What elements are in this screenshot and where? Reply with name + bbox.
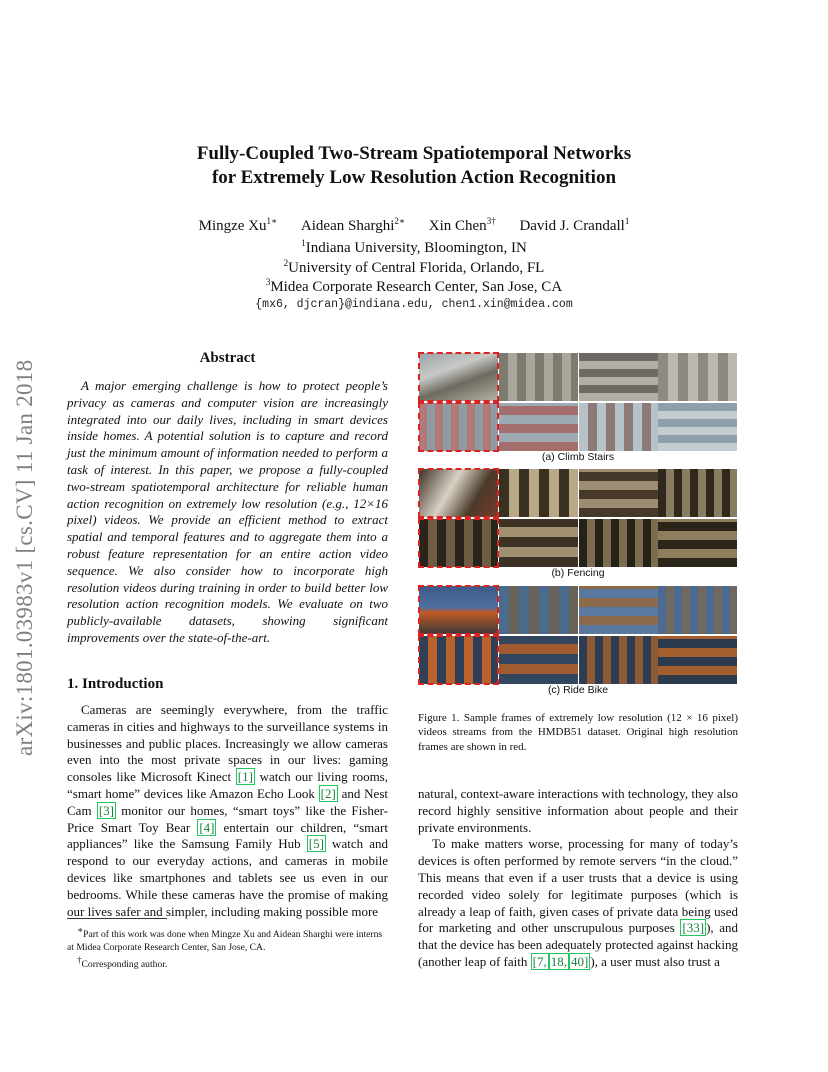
figure-row-ride-bike <box>419 586 737 684</box>
lowres-frame <box>579 519 658 567</box>
abstract-heading: Abstract <box>199 350 256 366</box>
footnotes <box>67 924 388 972</box>
lowres-frame <box>499 586 578 634</box>
figure-caption: Figure 1. Sample frames of extremely low resolution (12 × 16 pixel) videos streams from the HMDB51 dataset. Original high resolution frames are shown in red. <box>418 712 738 753</box>
lowres-frame <box>579 586 658 634</box>
footnote: †Corresponding author. <box>77 955 168 971</box>
arxiv-stamp: arXiv:1801.03983v1 [cs.CV] 11 Jan 2018 <box>12 359 37 756</box>
lowres-frame <box>499 519 578 567</box>
intro-paragraph: Cameras are seemingly everywhere, from the traffic cameras in cities and highways to the surveillance systems in businesses and public places. Increasingly we allow cameras even into the most private spaces in our lives: gaming consoles like Microsoft Kinect [1] watch our living rooms, “smart home” devices like Amazon Echo Look [2] and Nest Cam [3] monitor our homes, “smart toys” like the Fisher-Price Smart Toy Bear [4] entertain our children, “smart appliances” like the Samsung Family Hub [5] watch and respond to our everyday actions, and cameras in mobile devices like smartphones and tablets see us even in our bedrooms. While these cameras have the promise of making our lives safer and simpler, including making possible more <box>67 702 389 919</box>
hires-frame <box>419 469 498 517</box>
lowres-frame <box>658 519 737 567</box>
figure-row-fencing <box>419 469 737 567</box>
author: Aidean Sharghi$^{2∗}$ <box>300 216 406 234</box>
lowres-frame <box>658 353 737 401</box>
author-emails: {mx6, djcran}@indiana.edu, chen1.xin@midea.com <box>255 298 573 311</box>
subfigure-caption: (c) Ride Bike <box>547 684 609 696</box>
lowres-frame <box>419 403 498 451</box>
author: David J. Crandall$^1$ <box>519 216 630 234</box>
subfigure-caption: (b) Fencing <box>551 567 605 579</box>
lowres-frame <box>579 353 658 401</box>
lowres-frame <box>579 469 658 517</box>
lowres-frame <box>419 636 498 684</box>
citation-link[interactable]: [1] <box>237 769 253 785</box>
intro-paragraph-continued: natural, context-aware interactions with technology, they also record highly sensitive information about people and their private environments. To make matters worse, processing for many of today’s devices is often performed by remote servers “in the cloud.” This means that even if a user trusts that a device is using recorded video solely for legitimate purposes (which is already a leap of faith, given cases of private data being used for marketing and other unscrupulous purposes [33] ), and that the device has been adequately protected against hacking (another leap of faith [7, 18, 40] ), a user must also trust a <box>418 786 738 969</box>
abstract-text: A major emerging challenge is how to protect people’s privacy as cameras and computer vision are increasingly integrated into our daily lives, including in smart devices inside homes. A potential solution is to capture and record just the minimum amount of information needed to perform a task of interest. In this paper, we propose a fully-coupled two-stream spatiotemporal architecture for reliable human action recognition on extremely low resolution (e.g., 12×16 pixel) videos. We provide an efficient method to extract spatial and temporal features and to aggregate them into a robust feature representation for an entire action video sequence. We also consider how to incorporate high resolution videos during training in order to build better low resolution action recognition models. We evaluate on two publicly-available datasets, showing significant improvements over the state-of-the-art. <box>67 378 388 645</box>
affiliation: $^1$Indiana University, Bloomington, IN <box>301 238 527 256</box>
lowres-frame <box>499 353 578 401</box>
citation-link[interactable]: [5] <box>308 836 324 852</box>
citation-link[interactable]: [3] <box>98 802 115 818</box>
lowres-frame <box>499 636 578 684</box>
author: Mingze $Xu^{1∗}$ <box>198 216 278 234</box>
footnote: ∗Part of this work was done when Mingze Xu and Aidean Sharghi were interns at Midea Corporate Research Center, San Jose, CA. <box>67 925 383 953</box>
author-list <box>0 216 828 235</box>
citation-link[interactable]: 40] <box>570 953 589 969</box>
footnote-divider <box>67 918 167 919</box>
lowres-frame <box>419 519 498 567</box>
lowres-frame <box>658 586 737 634</box>
lowres-frame <box>658 403 737 451</box>
figure-row-climb-stairs <box>419 353 737 451</box>
lowres-frame <box>499 403 578 451</box>
lowres-frame <box>499 469 578 517</box>
lowres-frame <box>579 636 658 684</box>
affiliation: $^3$Midea Corporate Research Center, San Jose, CA <box>265 277 563 295</box>
lowres-frame <box>658 469 737 517</box>
affiliation: $^2$University of Central Florida, Orlando, FL <box>283 258 545 276</box>
hires-frame <box>419 353 498 401</box>
lowres-frame <box>579 403 658 451</box>
citation-link[interactable]: [4] <box>199 819 215 835</box>
hires-frame <box>419 586 498 634</box>
citation-link[interactable]: [2] <box>320 785 336 801</box>
author: Xin Chen$^{3\dagger}$ <box>428 216 496 234</box>
section-heading: 1. Introduction <box>67 676 164 692</box>
title-line-1: Fully-Coupled Two-Stream Spatiotemporal Networks <box>196 143 632 164</box>
citation-link[interactable]: 18, <box>550 953 567 969</box>
paper-title <box>0 142 828 190</box>
citation-link[interactable]: [7, <box>532 953 547 969</box>
title-line-2: for Extremely Low Resolution Action Recognition <box>211 167 617 188</box>
lowres-frame <box>658 636 737 684</box>
citation-link[interactable]: [33] <box>682 920 705 936</box>
subfigure-caption: (a) Climb Stairs <box>541 451 615 463</box>
